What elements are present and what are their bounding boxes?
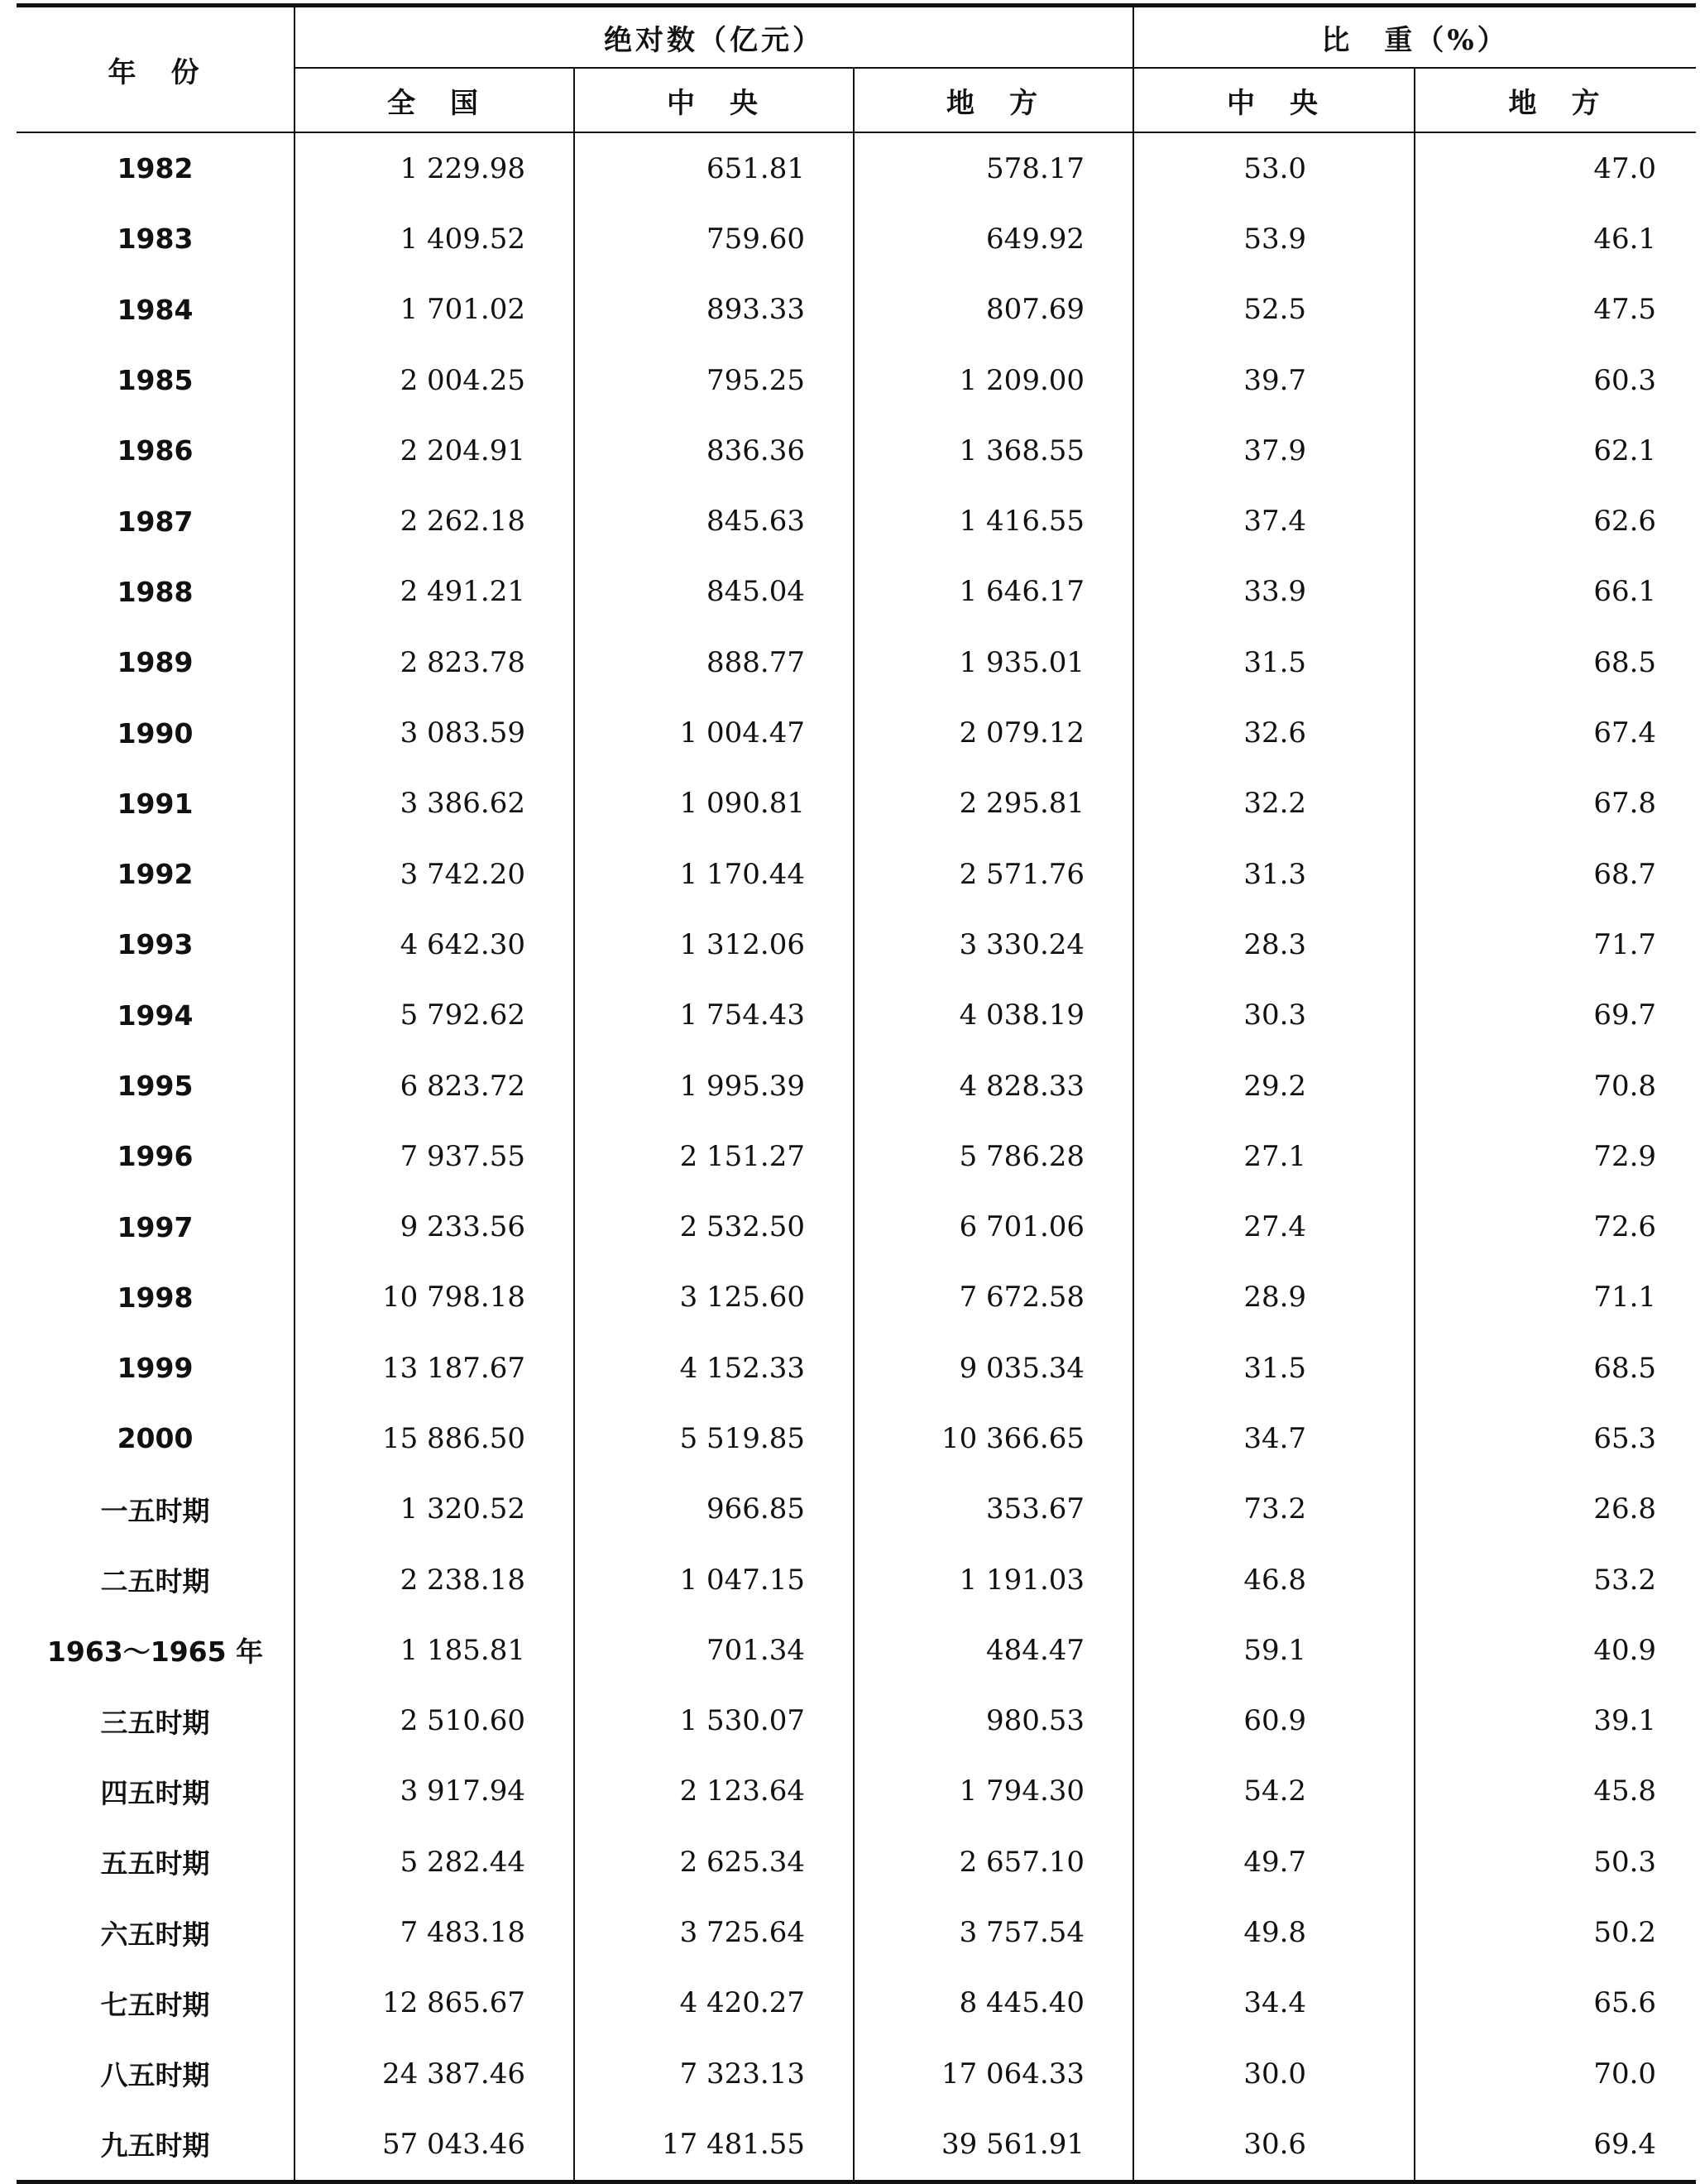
table-row [17,1686,1696,1756]
share-local-cell: 68.5 [1593,645,1657,679]
year-cell: 1982 [17,132,295,204]
share-central-header: 中 央 [1133,68,1415,132]
table-row [17,415,1696,486]
local-cell: 2 295.81 [854,769,1133,839]
central-cell: 1 530.07 [574,1686,854,1756]
national-cell: 10 798.18 [295,1262,574,1333]
central-cell: 17 481.55 [574,2109,854,2182]
year-cell: 八五时期 [17,2038,295,2109]
table-row [17,1545,1696,1615]
local-cell: 484.47 [854,1615,1133,1685]
central-cell: 1 004.47 [574,697,854,768]
local-cell: 10 366.65 [854,1403,1133,1473]
national-cell: 7 483.18 [295,1897,574,1967]
year-cell: 1983 [17,204,295,274]
central-cell: 7 323.13 [574,2038,854,2109]
central-cell: 845.04 [574,557,854,627]
share-local-cell: 71.1 [1593,1281,1657,1315]
table-header [17,6,1696,133]
year-cell: 1987 [17,486,295,556]
year-cell: 1985 [17,345,295,415]
year-cell: 1998 [17,1262,295,1333]
year-cell: 二五时期 [17,1545,295,1615]
local-cell: 2 657.10 [854,1827,1133,1897]
local-cell: 39 561.91 [854,2109,1133,2182]
table-row [17,2038,1696,2109]
local-cell: 7 672.58 [854,1262,1133,1333]
table-row [17,557,1696,627]
share-central-cell: 49.8 [1133,1897,1415,1967]
local-cell: 2 079.12 [854,697,1133,768]
share-local-cell: 70.8 [1593,1069,1657,1103]
local-cell: 8 445.40 [854,1968,1133,2038]
table-row [17,1403,1696,1473]
table-row [17,1474,1696,1545]
central-cell: 795.25 [574,345,854,415]
table-row [17,697,1696,768]
central-cell: 5 519.85 [574,1403,854,1473]
national-cell: 9 233.56 [295,1191,574,1262]
national-cell: 15 886.50 [295,1403,574,1473]
table-row [17,627,1696,697]
table-row [17,345,1696,415]
year-cell: 九五时期 [17,2109,295,2182]
national-cell: 1 185.81 [295,1615,574,1685]
absolute-group-header: 绝对数（亿元） [295,6,1133,69]
share-local-cell: 45.8 [1593,1774,1657,1808]
share-group-header: 比 重（%） [1133,6,1696,69]
share-local-cell: 47.5 [1593,293,1657,327]
share-local-header: 地 方 [1415,68,1696,132]
central-cell: 893.33 [574,275,854,345]
share-local-cell: 62.6 [1593,505,1657,539]
local-cell: 1 935.01 [854,627,1133,697]
local-cell: 17 064.33 [854,2038,1133,2109]
share-central-cell: 53.0 [1133,132,1415,204]
share-local-cell: 69.4 [1415,2109,1696,2182]
year-cell: 1994 [17,980,295,1051]
central-cell: 845.63 [574,486,854,556]
year-cell: 2000 [17,1403,295,1473]
local-cell: 1 191.03 [854,1545,1133,1615]
central-cell: 759.60 [574,204,854,274]
year-cell: 六五时期 [17,1897,295,1967]
central-cell: 1 312.06 [574,909,854,979]
central-cell: 4 152.33 [574,1333,854,1403]
table-row [17,769,1696,839]
national-cell: 3 386.62 [295,769,574,839]
year-cell: 1989 [17,627,295,697]
central-cell: 1 090.81 [574,769,854,839]
share-central-cell: 52.5 [1133,275,1415,345]
table-row [17,839,1696,909]
national-cell: 2 510.60 [295,1686,574,1756]
central-cell: 651.81 [574,132,854,204]
year-cell: 1992 [17,839,295,909]
central-cell: 966.85 [574,1474,854,1545]
central-cell: 2 532.50 [574,1191,854,1262]
central-cell: 1 170.44 [574,839,854,909]
table-row [17,1827,1696,1897]
year-cell: 1984 [17,275,295,345]
share-central-cell: 34.7 [1133,1403,1415,1473]
national-cell: 2 204.91 [295,415,574,486]
year-cell: 1963～1965 年 [17,1615,295,1685]
table-row [17,980,1696,1051]
share-central-cell: 54.2 [1133,1756,1415,1827]
share-central-cell: 28.9 [1133,1262,1415,1333]
central-cell: 701.34 [574,1615,854,1685]
share-local-cell: 65.3 [1593,1421,1657,1455]
share-central-cell: 31.5 [1133,627,1415,697]
table-row [17,1615,1696,1685]
share-central-cell: 30.6 [1133,2109,1415,2182]
table-row [17,1968,1696,2038]
share-local-cell: 68.5 [1593,1351,1657,1385]
national-cell: 3 917.94 [295,1756,574,1827]
central-cell: 4 420.27 [574,1968,854,2038]
local-cell: 1 646.17 [854,557,1133,627]
local-cell: 4 828.33 [854,1051,1133,1121]
year-cell: 四五时期 [17,1756,295,1827]
share-central-cell: 33.9 [1133,557,1415,627]
central-cell: 2 151.27 [574,1121,854,1191]
national-cell: 1 701.02 [295,275,574,345]
year-cell: 1990 [17,697,295,768]
share-central-cell: 53.9 [1133,204,1415,274]
central-header: 中 央 [574,68,854,132]
national-cell: 3 742.20 [295,839,574,909]
central-cell: 3 125.60 [574,1262,854,1333]
table-row [17,275,1696,345]
central-cell: 2 625.34 [574,1827,854,1897]
table-row [17,132,1696,204]
national-cell: 4 642.30 [295,909,574,979]
year-cell: 1999 [17,1333,295,1403]
local-cell: 1 416.55 [854,486,1133,556]
share-local-cell: 62.1 [1593,433,1657,467]
share-central-cell: 32.6 [1133,697,1415,768]
national-cell: 24 387.46 [295,2038,574,2109]
national-cell: 2 262.18 [295,486,574,556]
local-cell: 1 209.00 [854,345,1133,415]
year-cell: 五五时期 [17,1827,295,1897]
table-row [17,2109,1696,2182]
share-local-cell: 72.6 [1593,1210,1657,1244]
revenue-table-page [17,3,1696,2184]
year-cell: 1997 [17,1191,295,1262]
share-local-cell: 53.2 [1593,1563,1657,1597]
year-cell: 1986 [17,415,295,486]
share-local-cell: 47.0 [1593,151,1657,185]
central-cell: 888.77 [574,627,854,697]
year-cell: 1988 [17,557,295,627]
table-row [17,1756,1696,1827]
table-row [17,1191,1696,1262]
central-cell: 836.36 [574,415,854,486]
share-local-cell: 39.1 [1593,1704,1657,1738]
year-cell: 七五时期 [17,1968,295,2038]
local-cell: 1 368.55 [854,415,1133,486]
table-row [17,1897,1696,1967]
share-central-cell: 37.9 [1133,415,1415,486]
national-cell: 2 823.78 [295,627,574,697]
table-row [17,1051,1696,1121]
share-local-cell: 26.8 [1593,1492,1657,1526]
share-local-cell: 67.8 [1593,787,1657,821]
table-body [17,132,1696,2182]
national-cell: 12 865.67 [295,1968,574,2038]
table-row [17,1262,1696,1333]
local-cell: 4 038.19 [854,980,1133,1051]
national-cell: 1 320.52 [295,1474,574,1545]
share-central-cell: 60.9 [1133,1686,1415,1756]
central-cell: 3 725.64 [574,1897,854,1967]
table-row [17,1121,1696,1191]
central-cell: 1 047.15 [574,1545,854,1615]
national-header: 全 国 [295,68,574,132]
share-central-cell: 27.4 [1133,1191,1415,1262]
year-cell: 1991 [17,769,295,839]
share-local-cell: 50.3 [1593,1845,1657,1879]
share-central-cell: 31.3 [1133,839,1415,909]
share-central-cell: 27.1 [1133,1121,1415,1191]
share-local-cell: 50.2 [1593,1916,1657,1950]
share-local-cell: 65.6 [1593,1986,1657,2020]
share-central-cell: 49.7 [1133,1827,1415,1897]
share-central-cell: 73.2 [1133,1474,1415,1545]
central-cell: 2 123.64 [574,1756,854,1827]
local-cell: 578.17 [854,132,1133,204]
national-cell: 1 229.98 [295,132,574,204]
year-cell: 一五时期 [17,1474,295,1545]
year-cell: 1996 [17,1121,295,1191]
local-cell: 980.53 [854,1686,1133,1756]
share-local-cell: 46.1 [1593,222,1657,256]
share-local-cell: 69.7 [1593,999,1657,1032]
share-central-cell: 37.4 [1133,486,1415,556]
national-cell: 13 187.67 [295,1333,574,1403]
table-row [17,486,1696,556]
local-cell: 3 330.24 [854,909,1133,979]
central-cell: 1 995.39 [574,1051,854,1121]
year-cell: 1995 [17,1051,295,1121]
national-cell: 57 043.46 [295,2109,574,2182]
local-cell: 3 757.54 [854,1897,1133,1967]
share-central-cell: 30.3 [1133,980,1415,1051]
share-local-cell: 71.7 [1593,927,1657,961]
year-header: 年 份 [17,6,295,133]
share-central-cell: 31.5 [1133,1333,1415,1403]
share-local-cell: 60.3 [1593,363,1657,397]
national-cell: 2 491.21 [295,557,574,627]
share-central-cell: 34.4 [1133,1968,1415,2038]
local-cell: 807.69 [854,275,1133,345]
local-cell: 2 571.76 [854,839,1133,909]
share-central-cell: 59.1 [1133,1615,1415,1685]
share-local-cell: 66.1 [1593,575,1657,609]
share-central-cell: 46.8 [1133,1545,1415,1615]
local-header: 地 方 [854,68,1133,132]
share-local-cell: 40.9 [1593,1633,1657,1667]
share-central-cell: 30.0 [1133,2038,1415,2109]
local-cell: 649.92 [854,204,1133,274]
table-row [17,1333,1696,1403]
national-cell: 3 083.59 [295,697,574,768]
local-cell: 353.67 [854,1474,1133,1545]
local-cell: 5 786.28 [854,1121,1133,1191]
year-cell: 三五时期 [17,1686,295,1756]
central-cell: 1 754.43 [574,980,854,1051]
share-central-cell: 28.3 [1133,909,1415,979]
national-cell: 6 823.72 [295,1051,574,1121]
national-cell: 2 238.18 [295,1545,574,1615]
share-local-cell: 68.7 [1593,857,1657,891]
year-cell: 1993 [17,909,295,979]
national-cell: 7 937.55 [295,1121,574,1191]
national-cell: 5 792.62 [295,980,574,1051]
table-row [17,204,1696,274]
table-row [17,909,1696,979]
national-cell: 1 409.52 [295,204,574,274]
share-central-cell: 29.2 [1133,1051,1415,1121]
local-cell: 1 794.30 [854,1756,1133,1827]
share-local-cell: 72.9 [1593,1139,1657,1173]
share-local-cell: 67.4 [1593,716,1657,750]
local-cell: 9 035.34 [854,1333,1133,1403]
share-local-cell: 70.0 [1593,2057,1657,2091]
local-cell: 6 701.06 [854,1191,1133,1262]
national-cell: 5 282.44 [295,1827,574,1897]
national-cell: 2 004.25 [295,345,574,415]
revenue-table [17,3,1696,2184]
share-central-cell: 32.2 [1133,769,1415,839]
share-central-cell: 39.7 [1133,345,1415,415]
